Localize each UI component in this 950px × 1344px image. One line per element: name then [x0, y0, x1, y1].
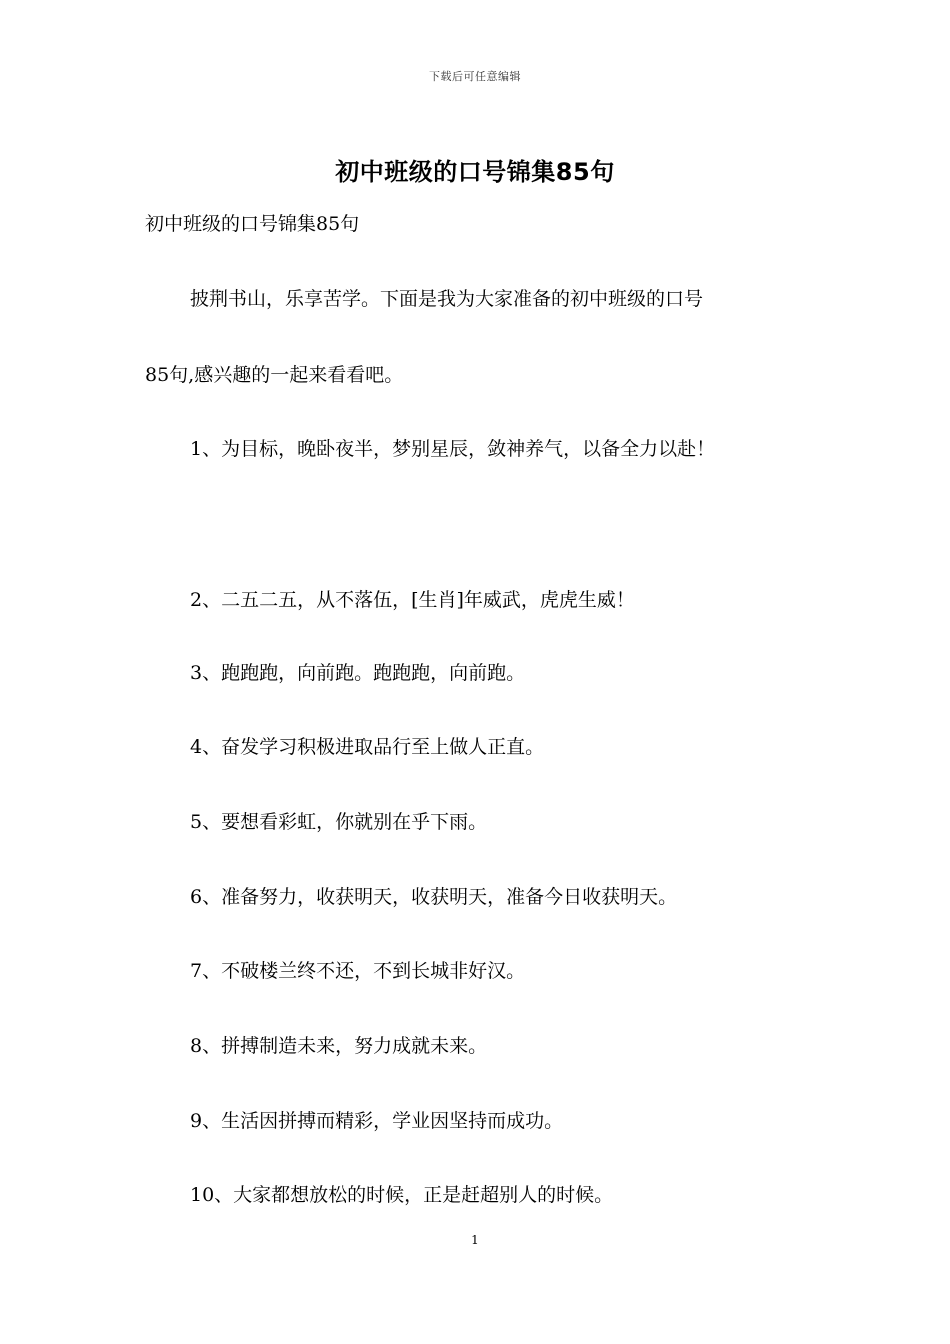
slogan-item-3: 3、跑跑跑，向前跑。跑跑跑，向前跑。 — [190, 662, 526, 684]
slogan-item-10: 10、大家都想放松的时候，正是赶超别人的时候。 — [190, 1184, 614, 1206]
slogan-item-1: 1、为目标，晚卧夜半，梦别星辰，敛神养气，以备全力以赴！ — [190, 438, 716, 460]
slogan-item-8: 8、拼搏制造未来，努力成就未来。 — [190, 1035, 488, 1057]
slogan-item-2: 2、二五二五，从不落伍，[生肖]年威武，虎虎生威！ — [190, 589, 635, 611]
slogan-item-6: 6、准备努力，收获明天，收获明天，准备今日收获明天。 — [190, 886, 678, 908]
subtitle: 初中班级的口号锦集85句 — [145, 213, 360, 235]
slogan-item-5: 5、要想看彩虹，你就别在乎下雨。 — [190, 811, 488, 833]
intro-line-1: 披荆书山，乐享苦学。下面是我为大家准备的初中班级的口号 — [190, 288, 704, 310]
document-title: 初中班级的口号锦集85句 — [335, 158, 615, 186]
slogan-item-9: 9、生活因拼搏而精彩，学业因坚持而成功。 — [190, 1110, 564, 1132]
intro-line-2: 85句,感兴趣的一起来看看吧。 — [145, 364, 404, 386]
slogan-item-4: 4、奋发学习积极进取品行至上做人正直。 — [190, 736, 545, 758]
header-note: 下载后可任意编辑 — [429, 70, 521, 83]
page-number: 1 — [471, 1233, 479, 1247]
slogan-item-7: 7、不破楼兰终不还，不到长城非好汉。 — [190, 960, 526, 982]
